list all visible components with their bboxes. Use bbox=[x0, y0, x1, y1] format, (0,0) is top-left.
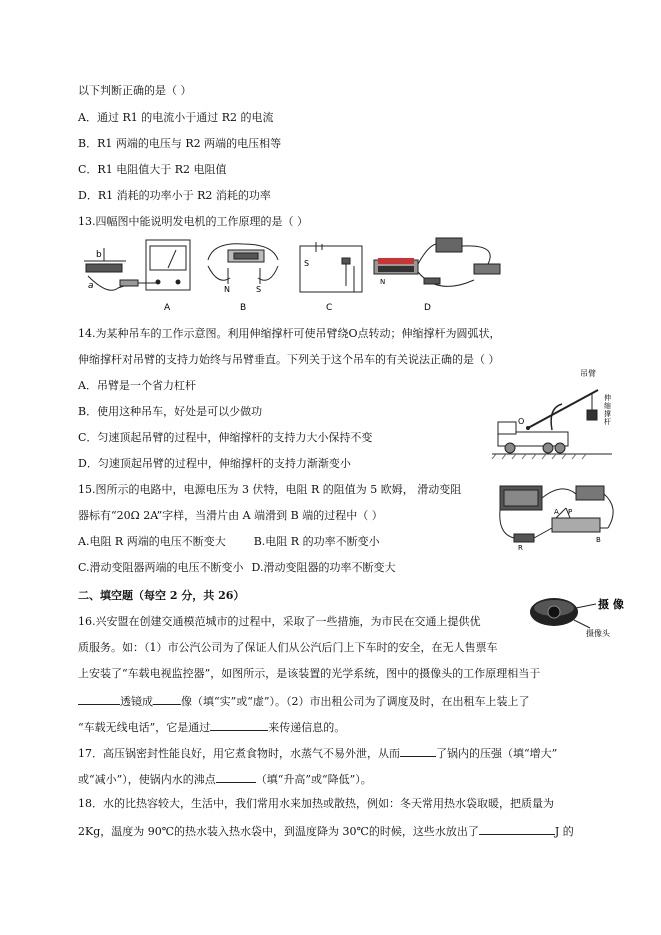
q13-figure-c bbox=[300, 242, 362, 292]
q13-stem: 13.四幅图中能说明发电机的工作原理的是（ ） bbox=[78, 215, 308, 228]
q18-line-2 bbox=[78, 823, 574, 839]
q15-option-b: B.电阻 R 的功率不断变小 bbox=[253, 535, 380, 548]
q13-figure-b bbox=[208, 244, 278, 284]
section2-title: 二、填空题（每空 2 分，共 26） bbox=[78, 589, 245, 602]
q13-letter-d-n: N bbox=[380, 278, 386, 286]
q17-line-1 bbox=[78, 745, 557, 761]
q18-blank-heat[interactable] bbox=[479, 823, 555, 835]
q13-figure-a bbox=[84, 240, 190, 290]
q16-fig-label-camera: 摄 像 bbox=[598, 598, 624, 611]
q16-line-2: 质服务。如：（1）市公汽公司为了保证人们从公汽后门上下车时的安全，在无人售票车 bbox=[78, 641, 498, 654]
q17-text-c: 或“减小”），使锅内水的沸点 bbox=[78, 773, 216, 786]
q14-option-c: C．匀速顶起吊臂的过程中，伸缩撑杆的支持力大小保持不变 bbox=[78, 431, 373, 444]
q13-letter-n: N bbox=[224, 285, 230, 294]
q16-camera-figure bbox=[524, 590, 636, 638]
q14-label-o: O bbox=[518, 417, 525, 426]
svg-text:杆: 杆 bbox=[604, 418, 611, 426]
q18-text-a: 2Kg，温度为 90℃的热水装入热水袋中，到温度降为 30℃的时候，这些水放出了 bbox=[78, 825, 479, 838]
q12-option-a: A．通过 R1 的电流小于通过 R2 的电流 bbox=[78, 111, 274, 124]
svg-text:缩: 缩 bbox=[604, 402, 611, 410]
q13-label-c: C bbox=[326, 303, 333, 313]
q16-line-3: 上安装了“车载电视监控器”，如图所示，是该装置的光学系统，图中的摄像头的工作原理相当于 bbox=[78, 667, 541, 680]
q16-blank-image[interactable] bbox=[153, 693, 181, 705]
q12-option-c: C．R1 电阻值大于 R2 电阻值 bbox=[78, 163, 227, 176]
q13-figure-d bbox=[374, 238, 500, 286]
q15-letter-a: A bbox=[554, 508, 559, 516]
q13-letter-a: a bbox=[88, 281, 94, 291]
q15-letter-b: B bbox=[596, 536, 601, 544]
q13-label-b: B bbox=[240, 303, 247, 313]
q14-option-b: B．使用这种吊车，好处是可以少做功 bbox=[78, 405, 263, 418]
q13-letter-c-s: S bbox=[304, 259, 310, 268]
q13-label-a: A bbox=[164, 303, 171, 313]
svg-text:伸: 伸 bbox=[604, 394, 611, 402]
q17-blank-boiling[interactable] bbox=[216, 771, 256, 783]
q15-option-d: D.滑动变阻器的功率不断变大 bbox=[251, 561, 396, 574]
q12-option-d: D．R1 消耗的功率小于 R2 消耗的功率 bbox=[78, 189, 271, 202]
q12-stem: 以下判断正确的是（ ） bbox=[78, 84, 192, 97]
q17-text-d: （填“升高”或“降低”）。 bbox=[255, 773, 372, 786]
q15-row-2 bbox=[78, 561, 395, 575]
q18-text-b: J 的 bbox=[554, 825, 574, 838]
q16-text-image: 像（填“实”或“虚”）。（2）市出租公司为了调度及时，在出租车上装上了 bbox=[181, 695, 530, 708]
q14-label-arm: 吊臂 bbox=[580, 369, 596, 378]
q16-text-lens: 透镜成 bbox=[120, 695, 153, 708]
q15-line-2: 器标有“20Ω 2A”字样，当滑片由 A 端滑到 B 端的过程中（ ） bbox=[78, 509, 383, 522]
q14-line-1: 14.为某种吊车的工作示意图。利用伸缩撑杆可使吊臂绕O点转动；伸缩撑杆为圆弧状， bbox=[78, 327, 501, 340]
q16-line-1: 16.兴安盟在创建交通模范城市的过程中，采取了一些措施，为市民在交通上提供优 bbox=[78, 615, 481, 628]
q15-row-1 bbox=[78, 535, 380, 549]
q14-option-d: D．匀速顶起吊臂的过程中，伸缩撑杆的支持力渐渐变小 bbox=[78, 457, 351, 470]
q15-option-a: A.电阻 R 两端的电压不断变大 bbox=[78, 535, 226, 548]
q17-text-a: 17．高压锅密封性能良好，用它煮食物时，水蒸气不易外泄，从而 bbox=[78, 747, 400, 760]
q14-crane-figure bbox=[492, 364, 614, 460]
q16-line-4 bbox=[78, 693, 530, 709]
q13-letter-b: b bbox=[96, 250, 102, 260]
q16-text-info: 来传递信息的。 bbox=[268, 721, 346, 734]
q13-figure bbox=[78, 236, 528, 314]
q17-text-b: 了锅内的压强（填“增大” bbox=[436, 747, 558, 760]
q16-text-phone: “车载无线电话”，它是通过 bbox=[78, 721, 211, 734]
q14-option-a: A．吊臂是一个省力杠杆 bbox=[78, 379, 196, 392]
q12-option-b: B．R1 两端的电压与 R2 两端的电压相等 bbox=[78, 137, 282, 150]
q13-letter-s: S bbox=[256, 285, 262, 294]
q15-line-1: 15.图所示的电路中，电源电压为 3 伏特，电阻 R 的阻值为 5 欧姆， 滑动变阻 bbox=[78, 483, 462, 496]
q17-blank-pressure[interactable] bbox=[400, 745, 436, 757]
svg-text:撑: 撑 bbox=[604, 410, 611, 418]
q13-label-d: D bbox=[424, 303, 431, 313]
q17-line-2 bbox=[78, 771, 372, 787]
q16-fig-label-lens: 摄像头 bbox=[586, 629, 610, 638]
q14-line-2: 伸缩撑杆对吊臂的支持力始终与吊臂垂直。下列关于这个吊车的有关说法正确的是（ ） bbox=[78, 353, 500, 366]
q16-line-5 bbox=[78, 719, 345, 735]
q18-line-1: 18．水的比热容较大，生活中，我们常用水来加热或散热，例如：冬天常用热水袋取暖，把质量为 bbox=[78, 797, 554, 810]
q15-letter-p: P bbox=[568, 508, 573, 516]
q14-label-rod bbox=[604, 393, 611, 426]
q15-option-c: C.滑动变阻器两端的电压不断变小 bbox=[78, 561, 244, 574]
q16-blank-lens[interactable] bbox=[78, 693, 120, 705]
q15-circuit-figure bbox=[496, 478, 620, 552]
q15-letter-r: R bbox=[518, 544, 523, 552]
q16-blank-signal[interactable] bbox=[210, 719, 268, 731]
